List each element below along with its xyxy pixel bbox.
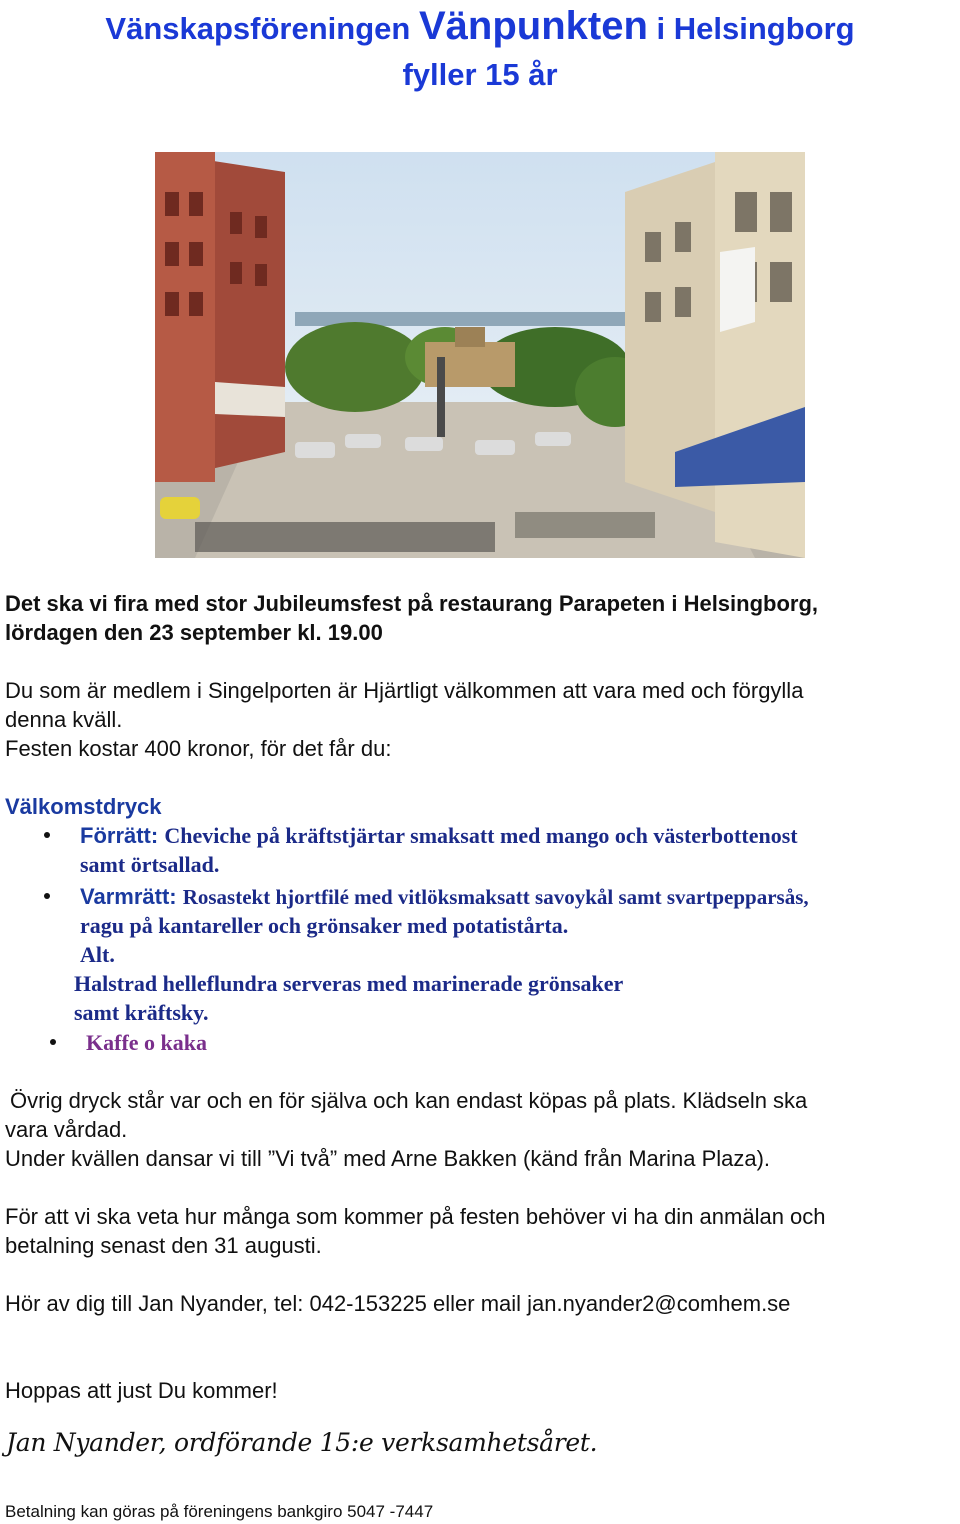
bullet-dot (44, 893, 50, 899)
main-text: Rosastekt hjortfilé med vitlöksmaksatt savoykål samt svartpepparsås, (182, 885, 809, 909)
signup-line-2: betalning senast den 31 augusti. (5, 1233, 322, 1258)
intro-line-1: Det ska vi fira med stor Jubileumsfest på restaurang Parapeten i Helsingborg, (5, 591, 819, 616)
starter-line-2: samt örtsallad. (80, 852, 220, 877)
main-label: Varmrätt: (80, 884, 177, 909)
dance-line: Under kvällen dansar vi till ”Vi två” med Arne Bakken (känd från Marina Plaza). (5, 1146, 771, 1171)
alt-line-2: samt kräftsky. (74, 1000, 209, 1025)
signature: Jan Nyander, ordförande 15:e verksamhetsåret. (6, 1428, 598, 1457)
contact-line: Hör av dig till Jan Nyander, tel: 042-153225 eller mail jan.nyander2@comhem.se (5, 1291, 791, 1316)
welcome-line-2: denna kväll. (5, 707, 123, 732)
page-title (0, 6, 960, 49)
town-square-photo-icon (155, 152, 805, 558)
bullet-dot (50, 1039, 56, 1045)
welcome-line-1: Du som är medlem i Singelporten är Hjärtligt välkommen att vara med och förgylla (5, 678, 804, 703)
starter-label: Förrätt: (80, 823, 159, 848)
welcome-drink: Välkomstdryck (5, 794, 162, 819)
signup-line-1: För att vi ska veta hur många som kommer på festen behöver vi ha din anmälan och (5, 1204, 826, 1229)
intro-line-2: lördagen den 23 september kl. 19.00 (5, 620, 383, 645)
main-line (80, 882, 960, 912)
alt-label: Alt. (80, 942, 115, 967)
starter-line (80, 821, 960, 850)
title-name: Vänpunkten (418, 4, 648, 48)
bullet-dot (44, 832, 50, 838)
hope-line: Hoppas att just Du kommer! (5, 1378, 278, 1403)
title-prefix: Vänskapsföreningen (105, 11, 411, 46)
drinks-line-2: vara vårdad. (5, 1117, 128, 1142)
drinks-line-1: Övrig dryck står var och en för själva och kan endast köpas på plats. Klädseln ska (10, 1088, 808, 1113)
footer-bankgiro: Betalning kan göras på föreningens bankgiro 5047 -7447 (5, 1502, 434, 1521)
main-line-2: ragu på kantareller och grönsaker med potatistårta. (80, 913, 569, 938)
price-line: Festen kostar 400 kronor, för det får du: (5, 736, 392, 761)
title-suffix: i Helsingborg (656, 11, 855, 46)
starter-text: Cheviche på kräftstjärtar smaksatt med mango och västerbottenost (164, 823, 798, 848)
page-subtitle: fyller 15 år (402, 57, 558, 92)
alt-line: Halstrad helleflundra serveras med marinerade grönsaker (74, 971, 624, 996)
dessert: Kaffe o kaka (86, 1030, 207, 1055)
